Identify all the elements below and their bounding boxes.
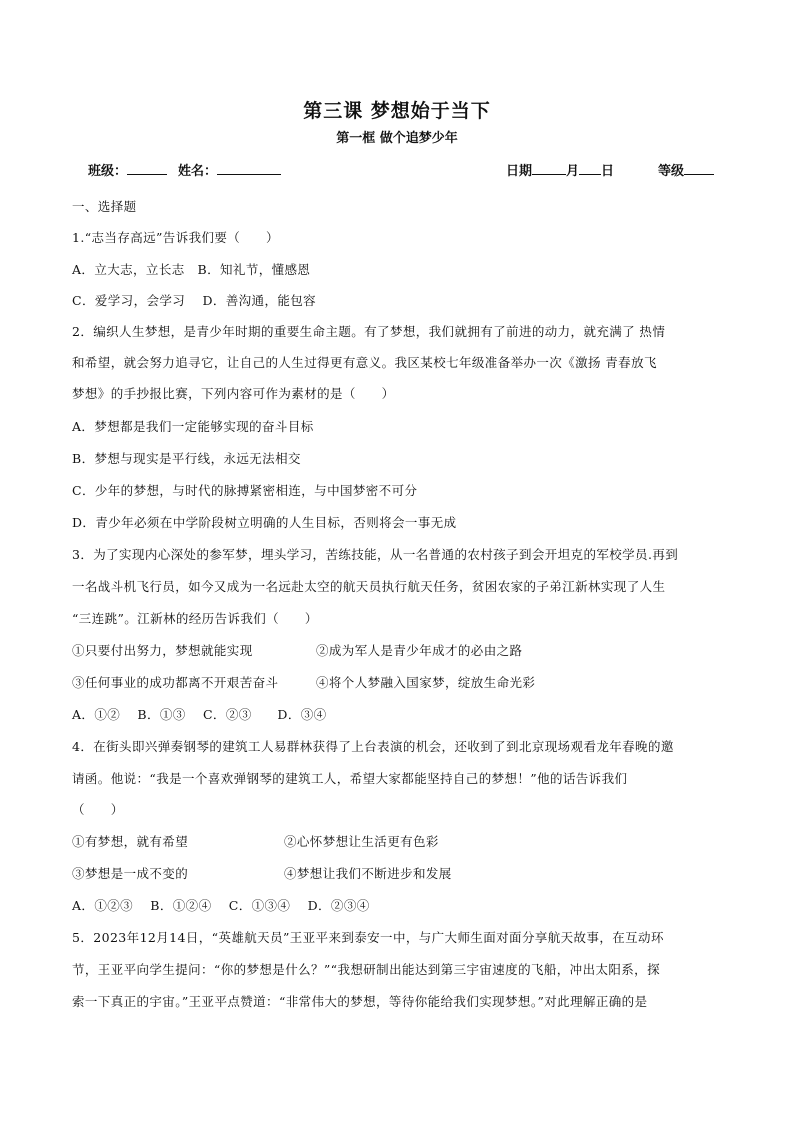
q4-options: A．①②③ B．①②④ C．①③④ D．②③④: [72, 898, 370, 913]
q3-options: A．①② B．①③ C．②③ D．③④: [72, 707, 327, 722]
section-heading: 一、选择题: [72, 199, 137, 214]
page-title: 第三课 梦想始于当下: [303, 100, 491, 122]
q1-options-row2: C．爱学习，会学习 D．善沟通，能包容: [72, 293, 317, 308]
q4-statement-3: ③梦想是一成不变的: [72, 866, 189, 881]
q2-option-d: D．青少年必须在中学阶段树立明确的人生目标，否则将会一事无成: [72, 515, 457, 530]
q2-option-b: B．梦想与现实是平行线，永远无法相交: [72, 451, 301, 466]
q4-statement-1: ①有梦想，就有希望: [72, 834, 189, 849]
grade-label: 等级: [658, 164, 685, 179]
q5-stem-line2: 节，王亚平向学生提问：“你的梦想是什么？”“我想研制出能达到第三宇宙速度的飞船，冲出太阳系，探: [72, 962, 660, 977]
student-info-row: [88, 160, 728, 182]
q2-stem-line1: 2．编织人生梦想，是青少年时期的重要生命主题。有了梦想，我们就拥有了前进的动力，就充满了 热情: [72, 324, 666, 339]
date-field: [506, 160, 614, 179]
q3-statement-3: ③任何事业的成功都离不开艰苦奋斗: [72, 675, 279, 690]
q2-stem-line3: 梦想》的手抄报比赛，下列内容可作为素材的是（ ）: [72, 386, 395, 401]
page-subtitle: 第一框 做个追梦少年: [336, 131, 458, 146]
q5-stem-line1: 5．2023年12月14日，“英雄航天员”王亚平来到泰安一中，与广大师生面对面分享航天故事，在互动环: [72, 930, 664, 945]
q4-stem-line2: 请函。他说：“我是一个喜欢弹钢琴的建筑工人，希望大家都能坚持自己的梦想！”他的话告诉我们: [72, 771, 628, 786]
q3-stem-line1: 3．为了实现内心深处的参军梦，埋头学习，苦练技能，从一名普通的农村孩子到会开坦克的军校学员.再到: [72, 547, 679, 562]
q4-stem-line1: 4．在街头即兴弹奏钢琴的建筑工人易群林获得了上台表演的机会，还收到了到北京现场观看龙年春晚的邀: [72, 739, 674, 754]
month-blank[interactable]: [532, 160, 566, 175]
q5-stem-line3: 索一下真正的宇宙。”王亚平点赞道：“非常伟大的梦想，等待你能给我们实现梦想。”对此理解正确的是: [72, 994, 648, 1009]
q4-statement-4: ④梦想让我们不断进步和发展: [284, 866, 452, 881]
name-field: [178, 160, 281, 179]
grade-blank[interactable]: [684, 160, 714, 175]
q2-option-c: C．少年的梦想，与时代的脉搏紧密相连，与中国梦密不可分: [72, 483, 418, 498]
day-label: 日: [601, 164, 615, 179]
q4-stem-line3: （ ）: [72, 802, 124, 817]
class-label: 班级：: [88, 164, 128, 179]
q2-option-a: A．梦想都是我们一定能够实现的奋斗目标: [72, 419, 314, 434]
grade-field: [658, 160, 714, 179]
class-blank[interactable]: [127, 160, 167, 175]
q3-statement-2: ②成为军人是青少年成才的必由之路: [316, 643, 523, 658]
q1-stem: 1.“志当存高远”告诉我们要（ ）: [72, 230, 279, 245]
date-label: 日期: [506, 164, 533, 179]
day-blank[interactable]: [579, 160, 601, 175]
q3-stem-line3: “三连跳”。江新林的经历告诉我们（ ）: [72, 611, 318, 626]
class-field: [88, 160, 167, 179]
q2-stem-line2: 和希望，就会努力追寻它，让自己的人生过得更有意义。我区某校七年级准备举办一次《激扬 青春放飞: [72, 355, 657, 370]
q3-stem-line2: 一名战斗机飞行员，如今又成为一名远赴太空的航天员执行航天任务，贫困农家的子弟江新林实现了人生: [72, 579, 666, 594]
q1-options-row1: A．立大志，立长志 B．知礼节，懂感恩: [72, 262, 311, 277]
q3-statement-4: ④将个人梦融入国家梦，绽放生命光彩: [316, 675, 536, 690]
q4-statement-2: ②心怀梦想让生活更有色彩: [284, 834, 439, 849]
month-label: 月: [566, 164, 580, 179]
name-blank[interactable]: [217, 160, 281, 175]
name-label: 姓名：: [178, 164, 218, 179]
q3-statement-1: ①只要付出努力，梦想就能实现: [72, 643, 253, 658]
